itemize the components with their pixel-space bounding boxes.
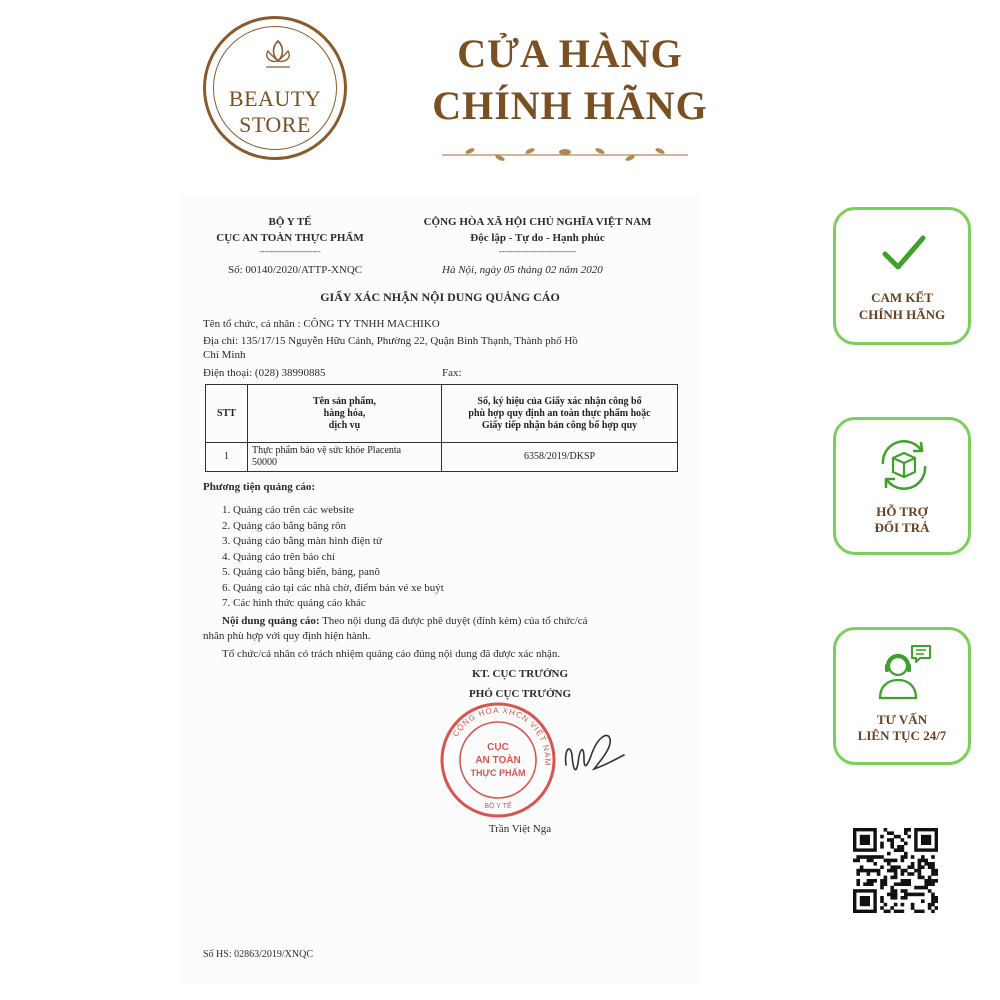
handwritten-signature [558, 725, 628, 785]
stamp-text-3: THỰC PHẨM [470, 768, 526, 778]
advertising-certificate-document [180, 195, 700, 985]
document-number: Số: 00140/2020/ATTP-XNQC [228, 264, 363, 276]
store-title-line1: CỬA HÀNG [457, 31, 683, 76]
signature-title1: KT. CỤC TRƯỞNG [471, 668, 569, 680]
store-title-line2: CHÍNH HÃNG [432, 83, 708, 128]
checkmark-icon [879, 228, 929, 278]
media-item: 2. Quảng cáo bằng băng rôn [222, 519, 347, 532]
media-heading: Phương tiện quảng cáo: [203, 481, 316, 493]
media-item: 6. Quảng cáo tại các nhà chờ, điểm bán vé xe buýt [222, 581, 444, 594]
logo-text-store: STORE [239, 112, 311, 137]
badge-label-1b: CHÍNH HÃNG [858, 307, 946, 322]
badge-label-2b: ĐỔI TRẢ [874, 520, 930, 535]
box-return-icon [873, 434, 935, 496]
signer-name: Trần Việt Nga [488, 823, 552, 835]
product-table [205, 384, 678, 472]
document-date: Hà Nội, ngày 05 tháng 02 năm 2020 [442, 264, 603, 276]
official-stamp [438, 700, 558, 820]
svg-text:CỘNG HÒA XHCN VIỆT NAM: CỘNG HÒA XHCN VIỆT NAM [450, 705, 553, 767]
divider-left: ----------------------- [259, 247, 321, 256]
badge-return-support [833, 417, 971, 555]
row-product: Thực phẩm bảo vệ sức khỏe Placenta 50000 [248, 443, 442, 472]
document-title: GIẤY XÁC NHẬN NỘI DUNG QUẢNG CÁO [320, 290, 560, 304]
national-motto: Độc lập - Tự do - Hạnh phúc [470, 232, 605, 244]
content-line2: nhân phù hợp với quy định hiện hành. [203, 630, 371, 642]
signature-title2: PHÓ CỤC TRƯỞNG [468, 688, 572, 700]
file-number: Số HS: 02863/2019/XNQC [203, 949, 314, 960]
badge-label-3b: LIÊN TỤC 24/7 [857, 728, 947, 743]
fax-label: Fax: [442, 367, 462, 379]
phone-number: Điện thoại: (028) 38990885 [203, 367, 326, 379]
row-stt: 1 [206, 443, 248, 472]
beauty-store-logo [203, 16, 347, 160]
divider-right: ----------------------------- [498, 247, 577, 256]
stamp-text-bottom: BỘ Y TẾ [484, 803, 512, 810]
badge-support-247 [833, 627, 971, 765]
organization-name: Tên tổ chức, cá nhân : CÔNG TY TNHH MACHIKO [203, 318, 440, 330]
stamp-text-1: CỤC [487, 742, 509, 753]
media-item: 7. Các hình thức quảng cáo khác [222, 597, 366, 609]
header-stt: STT [206, 385, 248, 443]
agency-name: CỤC AN TOÀN THỰC PHẨM [216, 232, 364, 244]
badge-label-3a: TƯ VẤN [876, 712, 928, 727]
header-certificate: Số, ký hiệu của Giấy xác nhận công bố phù hợp quy định an toàn thực phẩm hoặc Giấy tiếp nhận bản công bố hợp quy [442, 385, 678, 443]
qr-code [853, 828, 938, 913]
table-row [206, 443, 678, 472]
address-line1: Địa chỉ: 135/17/15 Nguyễn Hữu Cảnh, Phường 22, Quận Bình Thạnh, Thành phố Hồ [203, 335, 578, 347]
row-certificate: 6358/2019/DKSP [442, 443, 678, 472]
badge-label-1a: CAM KẾT [871, 290, 933, 305]
media-item: 4. Quảng cáo trên báo chí [222, 550, 336, 563]
support-agent-icon [874, 642, 934, 704]
republic-heading: CỘNG HÒA XÃ HỘI CHỦ NGHĨA VIỆT NAM [423, 216, 652, 228]
badge-label-2a: HỖ TRỢ [876, 504, 928, 519]
content-line1: Nội dung quảng cáo: Theo nội dung đã được phê duyệt (đính kèm) của tổ chức/cá [222, 615, 588, 627]
media-item: 3. Quảng cáo bằng màn hình điện tử [222, 535, 382, 547]
responsibility-statement: Tổ chức/cá nhân có trách nhiệm quảng cáo đúng nội dung đã được xác nhận. [222, 648, 561, 660]
fleur-icon [258, 37, 298, 71]
logo-text-beauty: BEAUTY [228, 86, 322, 111]
badge-authentic-guarantee [833, 207, 971, 345]
table-header-row [206, 385, 678, 443]
stamp-text-2: AN TOÀN [475, 755, 521, 766]
ministry-name: BỘ Y TẾ [268, 216, 312, 228]
address-line2: Chí Minh [203, 349, 246, 361]
media-item: 5. Quảng cáo bằng biển, bảng, panô [222, 566, 380, 578]
vine-divider-icon [440, 146, 690, 162]
media-item: 1. Quảng cáo trên các website [222, 504, 354, 516]
header-product: Tên sản phẩm, hàng hóa, dịch vụ [248, 385, 442, 443]
